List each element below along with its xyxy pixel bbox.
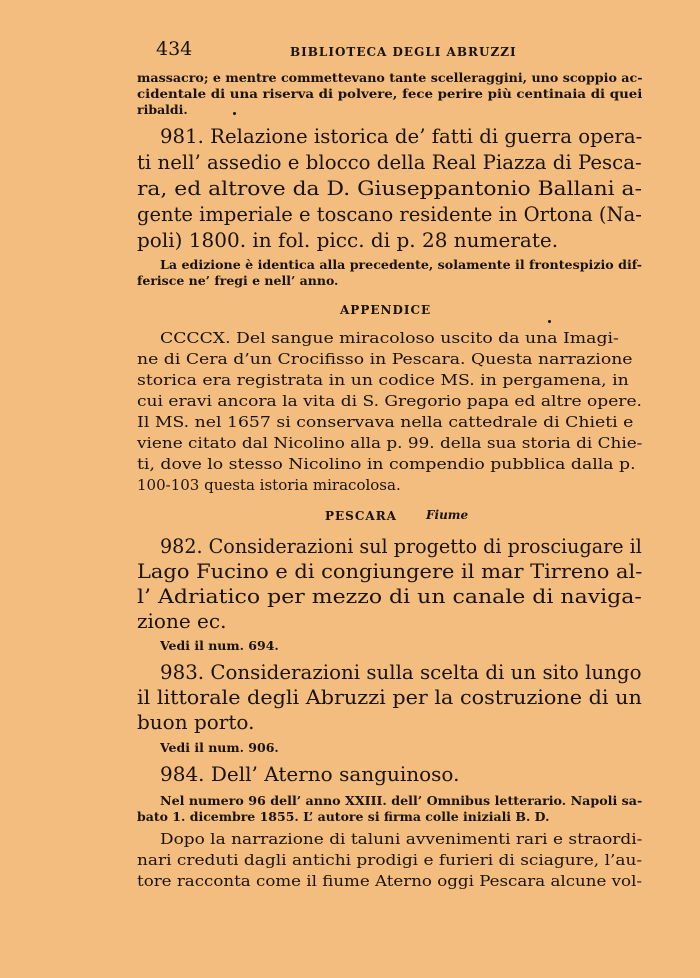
stray-mark [233,112,236,115]
entry-title-line: 982. Considerazioni sul progetto di prosciugare il [160,534,642,558]
text-line: ti, dove lo stesso Nicolino in compendio pubblica dalla p. [137,455,636,473]
entry-title-line: poli) 1800. in fol. picc. di p. 28 numerate. [137,228,559,252]
page-number: 434 [156,38,193,60]
text-line: viene citato dal Nicolino alla p. 99. della sua storia di Chie- [137,434,643,452]
text-line: cui eravi ancora la vita di S. Gregorio papa ed altre opere. [137,392,642,410]
section-heading: PESCARA [325,509,397,523]
entry-title-line: ti nell’ assedio e blocco della Real Piazza di Pesca- [137,150,642,174]
text-line: storica era registrata in un codice MS. in pergamena, in [137,371,629,389]
entry-title-line: ra, ed altrove da D. Giuseppantonio Ballani a- [137,176,642,200]
cross-reference: Vedi il num. 694. [160,638,279,653]
note-line: Nel numero 96 dell’ anno XXIII. dell’ Omnibus letterario. Napoli sa- [160,793,643,808]
section-heading: APPENDICE [340,303,432,317]
note-line: ferisce ne’ fregi e nell’ anno. [137,273,339,288]
entry-title-line: buon porto. [137,710,255,734]
note-line: La edizione è identica alla precedente, solamente il frontespizio dif- [160,257,642,272]
text-line: tore racconta come il fiume Aterno oggi Pescara alcune vol- [137,872,643,890]
entry-title-line: l’ Adriatico per mezzo di un canale di naviga- [137,584,642,608]
section-heading-suffix: Fiume [426,508,469,522]
entry-title-line: 981. Relazione istorica de’ fatti di guerra opera- [160,124,643,148]
text-line: nari creduti dagli antichi prodigi e furieri di sciagure, l’au- [137,851,643,869]
text-line: Dopo la narrazione di taluni avvenimenti rari e straordi- [160,830,643,848]
text-line: 100-103 questa istoria miracolosa. [137,476,401,494]
entry-title-line: 984. Dell’ Aterno sanguinoso. [160,762,460,786]
running-title: BIBLIOTECA DEGLI ABRUZZI [290,45,517,59]
text-line: cidentale di una riserva di polvere, fece perire più centinaia di quei [137,86,643,101]
text-line: ribaldi. [137,102,188,117]
note-line: bato 1. dicembre 1855. L’ autore si firma colle iniziali B. D. [137,809,550,824]
stray-mark [548,320,551,323]
text-line: CCCCX. Del sangue miracoloso uscito da una Imagi- [160,329,619,347]
entry-title-line: il littorale degli Abruzzi per la costruzione di un [137,685,642,709]
entry-title-line: zione ec. [137,609,227,633]
entry-title-line: gente imperiale e toscano residente in Ortona (Na- [137,202,642,226]
entry-title-line: 983. Considerazioni sulla scelta di un sito lungo [160,660,642,684]
text-line: Il MS. nel 1657 si conservava nella cattedrale di Chieti e [137,413,634,431]
text-line: massacro; e mentre commettevano tante scelleraggini, uno scoppio ac- [137,70,643,85]
text-line: ne di Cera d’un Crocifisso in Pescara. Questa narrazione [137,350,633,368]
entry-title-line: Lago Fucino e di congiungere il mar Tirreno al- [137,559,643,583]
cross-reference: Vedi il num. 906. [160,740,279,755]
